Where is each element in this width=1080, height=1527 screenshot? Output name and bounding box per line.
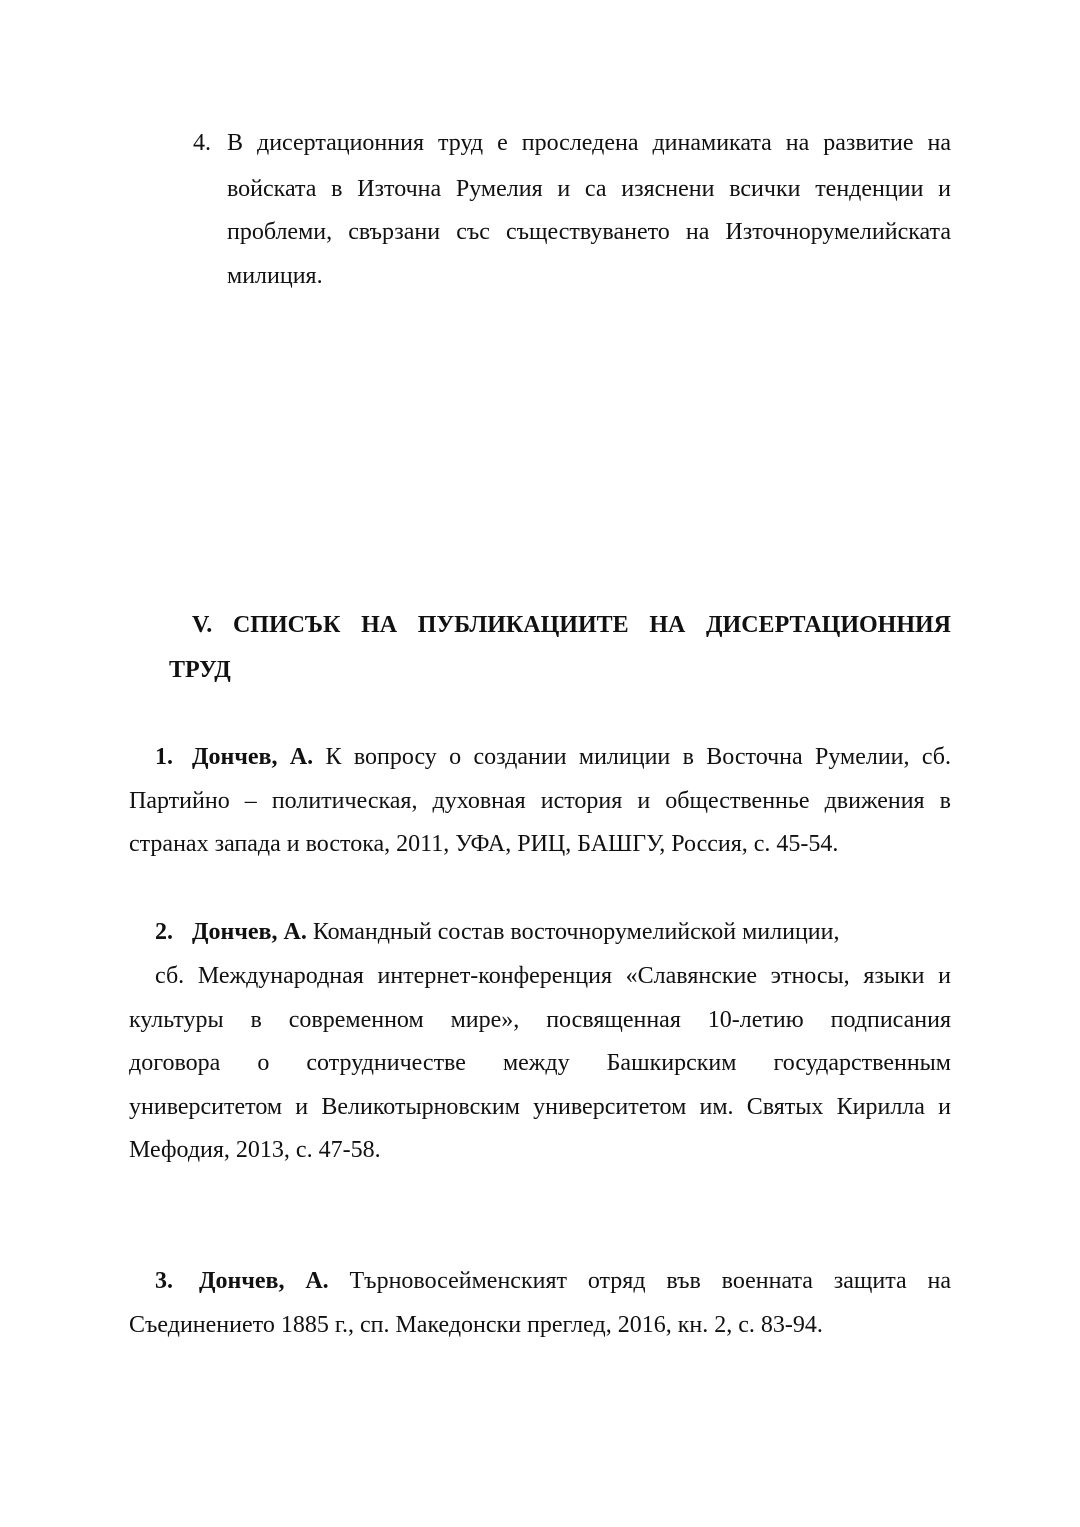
text-line: милиция. <box>227 263 323 289</box>
text-line: договора о сотрудничестве между Башкирским государственным <box>129 1050 951 1076</box>
text-line: проблеми, свързани със съществуването на Източнорумелийската <box>227 219 951 245</box>
publication-text: К вопросу о создании милиции в Восточна Румелии, сб. <box>325 744 952 770</box>
publication-text: Търновосейменският отряд във военната защита на <box>349 1268 951 1294</box>
publication-text: Командный состав восточнорумелийской милиции, <box>312 919 840 945</box>
text-line <box>155 1266 951 1296</box>
publication-author: Дончев, А. <box>192 919 307 945</box>
text-line: войската в Източна Румелия и са изяснени всички тенденции и <box>227 176 951 202</box>
text-line: университетом и Великотырновским университетом им. Святых Кирилла и <box>129 1094 951 1120</box>
publication-author: Дончев, А. <box>192 744 314 770</box>
text-line: культуры в современном мире», посвященная 10-летию подписания <box>129 1007 951 1033</box>
publication-number: 3. <box>155 1268 173 1294</box>
text-line <box>155 917 839 947</box>
text-line <box>155 742 951 772</box>
publication-author: Дончев, А. <box>199 1268 329 1294</box>
text-line: сб. Международная интернет-конференция «Славянские этносы, языки и <box>155 963 951 989</box>
text-line: В дисертационния труд е проследена динамиката на развитие на <box>227 130 951 156</box>
text-line: Мефодия, 2013, с. 47-58. <box>129 1137 381 1163</box>
heading-line: V. СПИСЪК НА ПУБЛИКАЦИИТЕ НА ДИСЕРТАЦИОННИЯ <box>192 612 951 638</box>
publication-number: 1. <box>155 744 173 770</box>
text-line: Съединението 1885 г., сп. Македонски преглед, 2016, кн. 2, с. 83-94. <box>129 1312 823 1338</box>
list-number: 4. <box>193 130 211 156</box>
heading-line: ТРУД <box>169 657 231 683</box>
publication-number: 2. <box>155 919 173 945</box>
text-line: странах запада и востока, 2011, УФА, РИЦ, БАШГУ, Россия, с. 45-54. <box>129 831 839 857</box>
text-line: Партийно – политическая, духовная история и общественнье движения в <box>129 788 951 814</box>
